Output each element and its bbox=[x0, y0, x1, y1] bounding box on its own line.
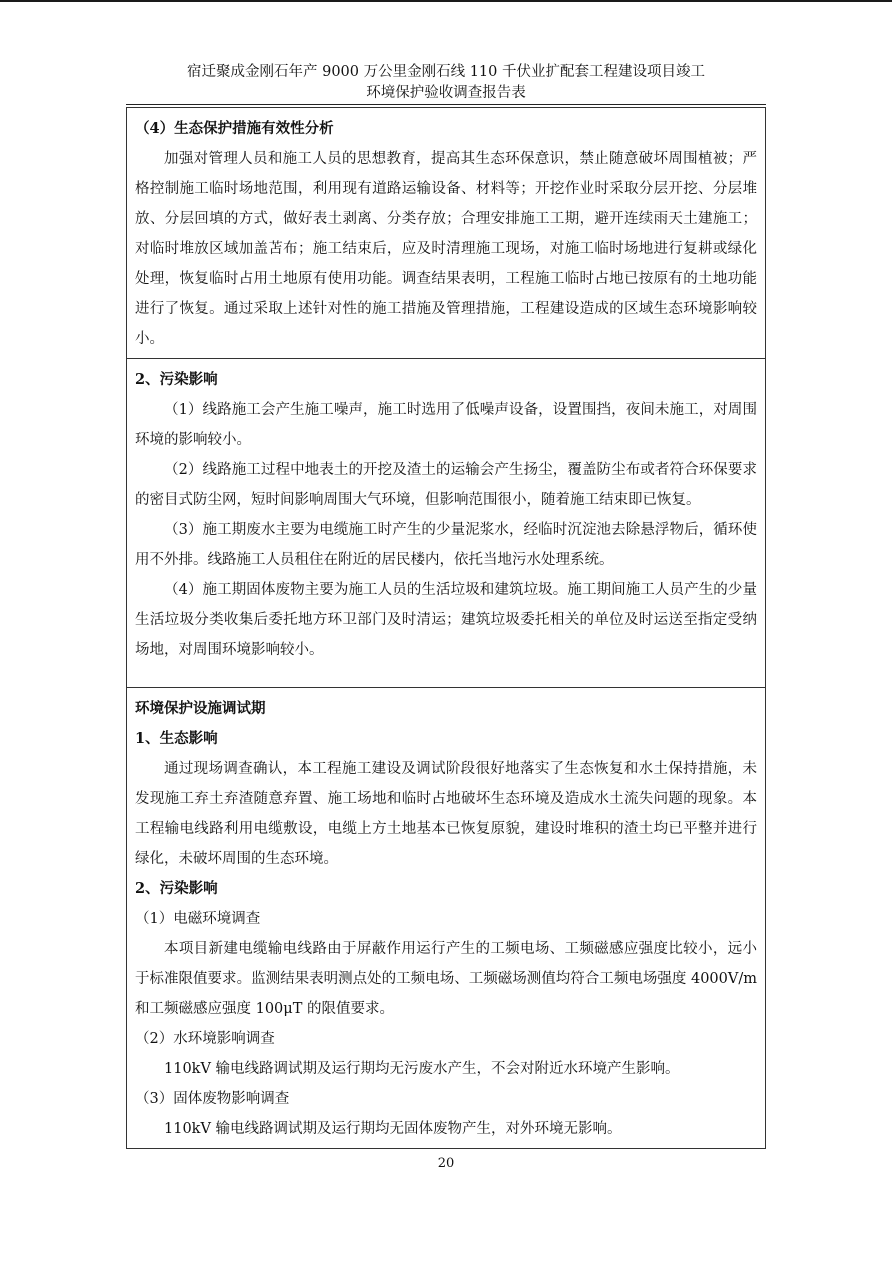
header-title-line1: 宿迁聚成金刚石年产 9000 万公里金刚石线 110 千伏业扩配套工程建设项目竣工 bbox=[186, 64, 705, 80]
pollution-item-solid-waste: （4）施工期固体废物主要为施工人员的生活垃圾和建筑垃圾。施工期间施工人员产生的少量生活垃圾分类收集后委托地方环卫部门及时清运；建筑垃圾委托相关的单位及时运送至指定受纳场地，对周围环境影响较小。 bbox=[135, 582, 757, 658]
commissioning-cell bbox=[127, 688, 766, 1149]
ecology-measures-cell bbox=[127, 108, 766, 359]
construction-pollution-cell bbox=[127, 359, 766, 688]
pollution-item-wastewater: （3）施工期废水主要为电缆施工时产生的少量泥浆水，经临时沉淀池去除悬浮物后，循环使用不外排。线路施工人员租住在附近的居民楼内，依托当地污水处理系统。 bbox=[135, 522, 757, 568]
solid-waste-survey-paragraph: 110kV 输电线路调试期及运行期均无固体废物产生，对外环境无影响。 bbox=[164, 1121, 622, 1137]
commissioning-ecology-paragraph: 通过现场调查确认，本工程施工建设及调试阶段很好地落实了生态恢复和水土保持措施，未发现施工弃土弃渣随意弃置、施工场地和临时占地破坏生态环境及造成水土流失问题的现象。本工程输电线路利用电缆敷设，电缆上方土地基本已恢复原貌，建设时堆积的渣土均已平整并进行绿化，未破坏周围的生态环境。 bbox=[135, 761, 757, 867]
pollution-item-noise: （1）线路施工会产生施工噪声，施工时选用了低噪声设备，设置围挡，夜间未施工，对周围环境的影响较小。 bbox=[135, 402, 757, 448]
page-number: 20 bbox=[437, 1156, 455, 1171]
table-row bbox=[127, 688, 766, 1149]
em-survey-heading: （1）电磁环境调查 bbox=[135, 911, 261, 927]
table-row bbox=[127, 359, 766, 688]
document-header bbox=[126, 62, 766, 104]
water-survey-heading: （2）水环境影响调查 bbox=[135, 1031, 275, 1047]
pollution-item-dust: （2）线路施工过程中地表土的开挖及渣土的运输会产生扬尘，覆盖防尘布或者符合环保要求的密目式防尘网，短时间影响周围大气环境，但影响范围很小，随着施工结束即已恢复。 bbox=[135, 462, 757, 508]
water-survey-paragraph: 110kV 输电线路调试期及运行期均无污废水产生，不会对附近水环境产生影响。 bbox=[164, 1061, 680, 1077]
report-table bbox=[126, 107, 766, 1149]
commissioning-pollution-heading: 2、污染影响 bbox=[135, 880, 218, 897]
ecology-measures-heading: （4）生态保护措施有效性分析 bbox=[135, 120, 334, 137]
commissioning-title: 环境保护设施调试期 bbox=[135, 700, 266, 717]
top-border-rule bbox=[0, 0, 892, 2]
construction-pollution-heading: 2、污染影响 bbox=[135, 371, 218, 388]
table-row bbox=[127, 108, 766, 359]
solid-waste-survey-heading: （3）固体废物影响调查 bbox=[135, 1091, 290, 1107]
header-divider bbox=[126, 104, 766, 105]
commissioning-ecology-heading: 1、生态影响 bbox=[135, 730, 218, 747]
ecology-measures-paragraph: 加强对管理人员和施工人员的思想教育，提高其生态环保意识，禁止随意破坏周围植被；严格控制施工临时场地范围，利用现有道路运输设备、材料等；开挖作业时采取分层开挖、分层堆放、分层回填的方式，做好表土剥离、分类存放；合理安排施工工期，避开连续雨天土建施工；对临时堆放区域加盖苫布；施工结束后，应及时清理施工现场，对施工临时场地进行复耕或绿化处理，恢复临时占用土地原有使用功能。调查结果表明，工程施工临时占地已按原有的土地功能进行了恢复。通过采取上述针对性的施工措施及管理措施，工程建设造成的区域生态环境影响较小。 bbox=[135, 151, 757, 347]
em-survey-paragraph: 本项目新建电缆输电线路由于屏蔽作用运行产生的工频电场、工频磁感应强度比较小，远小于标准限值要求。监测结果表明测点处的工频电场、工频磁场测值均符合工频电场强度 4000V/m 和工频磁感应强度 100μT 的限值要求。 bbox=[135, 941, 757, 1017]
header-title-line2: 环境保护验收调查报告表 bbox=[366, 85, 526, 101]
